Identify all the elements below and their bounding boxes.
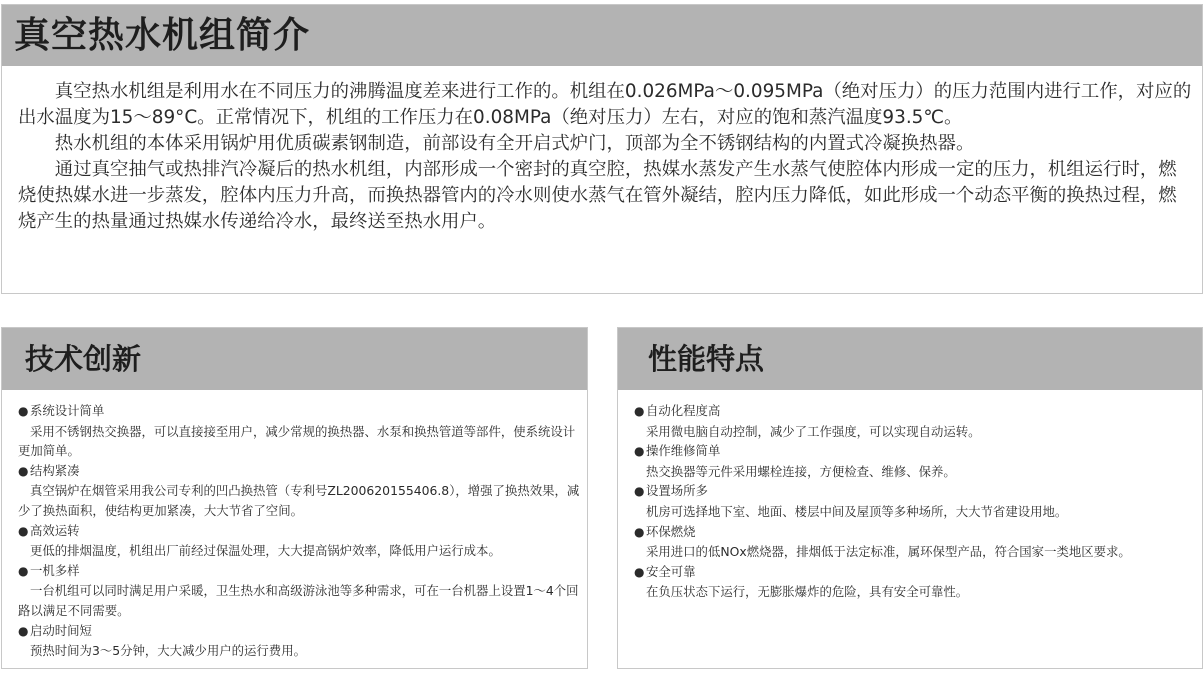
item-desc: 在负压状态下运行，无膨胀爆炸的危险，具有安全可靠性。 <box>646 584 969 600</box>
list-item <box>18 621 581 661</box>
item-title: 启动时间短 <box>30 622 92 638</box>
item-title: 系统设计简单 <box>30 403 105 418</box>
list-item <box>634 481 1196 521</box>
item-desc: 热交换器等元件采用螺栓连接，方便检查、维修、保养。 <box>646 463 956 479</box>
list-item <box>18 401 581 461</box>
list-item <box>18 561 581 621</box>
bullet-icon: ● <box>18 523 29 538</box>
item-title: 环保燃烧 <box>646 523 696 539</box>
bullet-icon: ● <box>634 444 645 459</box>
features-list <box>618 390 1202 602</box>
intro-body <box>2 66 1202 235</box>
list-item <box>634 522 1196 562</box>
list-item <box>634 401 1196 441</box>
item-title: 一机多样 <box>30 562 80 578</box>
intro-panel <box>1 4 1203 294</box>
bullet-icon: ● <box>634 524 645 539</box>
item-title: 操作维修简单 <box>646 443 721 459</box>
list-item <box>634 441 1196 481</box>
item-desc: 采用进口的低NOx燃烧器，排烟低于法定标准，属环保型产品，符合国家一类地区要求。 <box>646 544 1131 560</box>
list-item <box>18 461 581 521</box>
item-desc: 真空锅炉在烟管采用我公司专利的凹凸换热管（专利号ZL200620155406.8），增强了换热效果，减少了换热面积，使结构更加紧凑，大大节省了空间。 <box>18 483 580 518</box>
item-title: 高效运转 <box>30 522 80 538</box>
features-panel <box>617 327 1203 669</box>
list-item <box>18 521 581 561</box>
intro-paragraph: 热水机组的本体采用锅炉用优质碳素钢制造，前部设有全开启式炉门，顶部为全不锈钢结构的内置式冷凝换热器。 <box>54 133 975 154</box>
bullet-icon: ● <box>18 563 29 578</box>
tech-innovation-title: 技术创新 <box>2 328 587 390</box>
item-title: 设置场所多 <box>646 483 708 499</box>
intro-title: 真空热水机组简介 <box>2 5 1202 66</box>
item-desc: 机房可选择地下室、地面、楼层中间及屋顶等多种场所，大大节省建设用地。 <box>646 503 1068 519</box>
bullet-icon: ● <box>18 623 29 638</box>
bullet-icon: ● <box>634 564 645 579</box>
item-title: 结构紧凑 <box>30 462 80 478</box>
tech-innovation-list <box>2 390 587 661</box>
intro-paragraph: 真空热水机组是利用水在不同压力的沸腾温度差来进行工作的。机组在0.026MPa～0.095MPa（绝对压力）的压力范围内进行工作，对应的出水温度为15～89°C。正常情况下，机组的工作压力在0.08MPa（绝对压力）左右，对应的饱和蒸汽温度93.5℃。 <box>18 81 1192 128</box>
item-desc: 采用不锈钢热交换器，可以直接接至用户，减少常规的换热器、水泵和换热管道等部件，使系统设计更加简单。 <box>18 423 576 459</box>
bullet-icon: ● <box>18 404 29 418</box>
bullet-icon: ● <box>634 404 645 418</box>
item-desc: 预热时间为3～5分钟，大大减少用户的运行费用。 <box>30 643 306 659</box>
item-desc: 一台机组可以同时满足用户采暖，卫生热水和高级游泳池等多种需求，可在一台机器上设置1～4个回路以满足不同需要。 <box>18 583 579 618</box>
item-title: 自动化程度高 <box>646 403 721 418</box>
tech-innovation-panel <box>1 327 588 669</box>
list-item <box>634 562 1196 602</box>
bullet-icon: ● <box>634 484 645 499</box>
item-desc: 更低的排烟温度，机组出厂前经过保温处理，大大提高锅炉效率，降低用户运行成本。 <box>30 543 501 559</box>
bullet-icon: ● <box>18 463 29 478</box>
features-title: 性能特点 <box>618 328 1202 390</box>
item-desc: 采用微电脑自动控制，减少了工作强度，可以实现自动运转。 <box>646 423 981 439</box>
item-title: 安全可靠 <box>646 563 696 579</box>
intro-paragraph: 通过真空抽气或热排汽冷凝后的热水机组，内部形成一个密封的真空腔，热媒水蒸发产生水蒸气使腔体内形成一定的压力，机组运行时，燃烧使热媒水进一步蒸发，腔体内压力升高，而换热器管内的冷水则使水蒸气在管外凝结，腔内压力降低，如此形成一个动态平衡的换热过程，燃烧产生的热量通过热媒水传递给冷水，最终送至热水用户。 <box>18 159 1177 232</box>
